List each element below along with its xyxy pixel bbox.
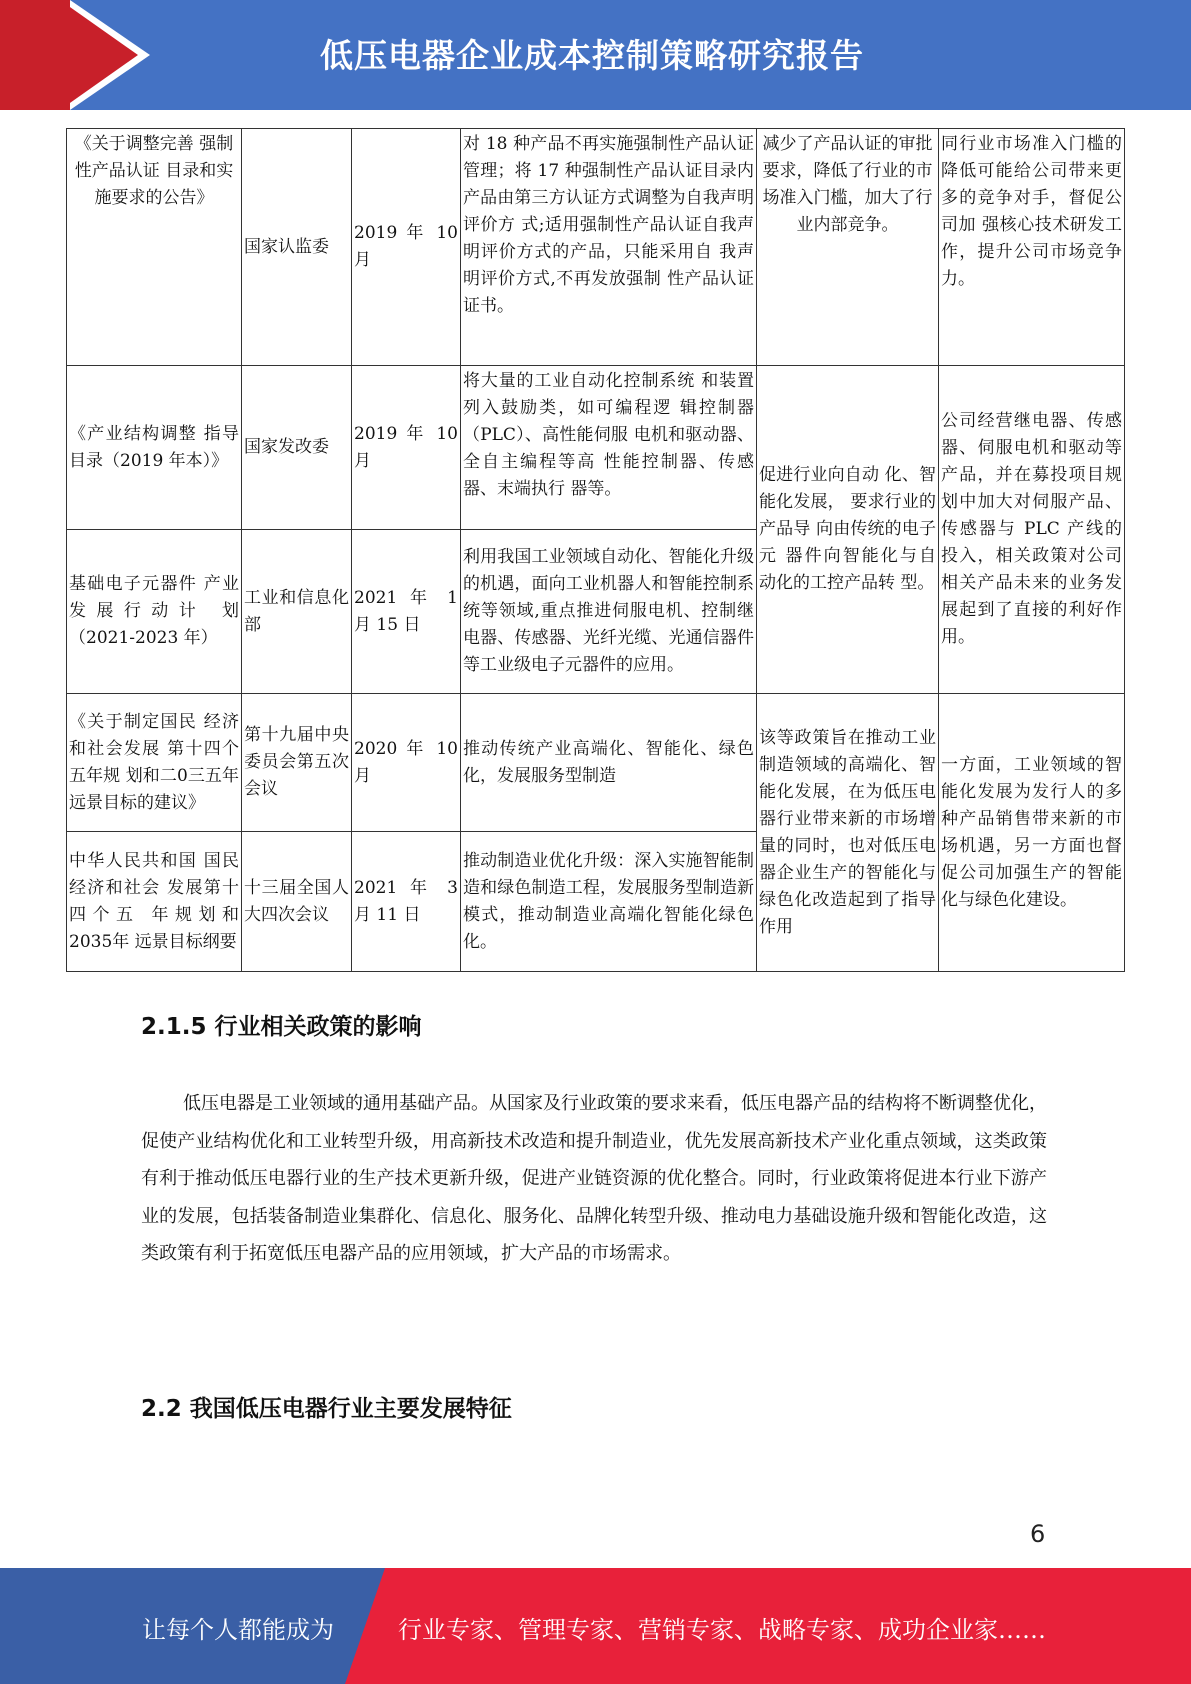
policy-date-cell: 2020 年 10 月 (352, 694, 461, 832)
policy-name-cell: 《关于制定国民 经济和社会发展 第十四个五年规 划和二0三五年 远景目标的建议》 (67, 694, 242, 832)
policy-impact-cell: 促进行业向自动 化、智能化发展， 要求行业的产品导 向由传统的电子元 器件向智能化与自 动化的工控产品转 型。 (757, 366, 939, 694)
footer-slogan-left: 让每个人都能成为 (142, 1616, 334, 1644)
policy-date-cell: 2021 年 3 月 11 日 (352, 832, 461, 972)
report-title: 低压电器企业成本控制策略研究报告 (320, 36, 864, 75)
policy-dept-cell: 工业和信息化部 (242, 530, 352, 694)
policy-name-cell: 《产业结构调整 指导目录（2019 年本）》 (67, 366, 242, 530)
table-row (67, 129, 1125, 366)
section-heading-2-2: 2.2 我国低压电器行业主要发展特征 (141, 1396, 512, 1422)
policy-name-cell: 中华人民共和国 国民经济和社会 发展第十四个五 年规划和 2035年 远景目标纲要 (67, 832, 242, 972)
policy-dept-cell: 第十九届中央委员会第五次会议 (242, 694, 352, 832)
policy-content-cell: 将大量的工业自动化控制系统 和装置列入鼓励类，如可编程逻 辑控制器（PLC）、高性能伺服 电机和驱动器、全自主编程等高 性能控制器、传感器、末端执行 器等。 (461, 366, 757, 530)
policy-content-cell: 推动传统产业高端化、智能化、绿色化，发展服务型制造 (461, 694, 757, 832)
policy-date-cell: 2019 年 10 月 (352, 129, 461, 366)
policy-content-cell: 利用我国工业领域自动化、智能化升级的机遇，面向工业机器人和智能控制系统等领域,重点推进伺服电机、控制继电器、传感器、光纤光缆、光通信器件等工业级电子元器件的应用。 (461, 530, 757, 694)
policy-dept-cell: 国家认监委 (242, 129, 352, 366)
policy-dept-cell: 十三届全国人大四次会议 (242, 832, 352, 972)
policy-dept-cell: 国家发改委 (242, 366, 352, 530)
policy-date-cell: 2021 年 1 月 15 日 (352, 530, 461, 694)
table-row (67, 694, 1125, 832)
policy-date-cell: 2019 年 10 月 (352, 366, 461, 530)
section-heading-2-1-5: 2.1.5 行业相关政策的影响 (141, 1014, 422, 1040)
table-row (67, 366, 1125, 530)
policy-table (66, 128, 1125, 972)
page-number: 6 (1030, 1520, 1046, 1548)
policy-content-cell: 对 18 种产品不再实施强制性产品认证管理；将 17 种强制性产品认证目录内产品由第三方认证方式调整为自我声明评价方 式;适用强制性产品认证自我声 明评价方式的产品，只能采用自 我声明评价方式,不再发放强制 性产品认证证书。 (461, 129, 757, 366)
footer-slogan-right: 行业专家、管理专家、营销专家、战略专家、成功企业家…… (398, 1616, 1046, 1644)
policy-name-cell: 基础电子元器件 产业发展行动计 划（2021-2023 年） (67, 530, 242, 694)
header-red-arrow (60, 0, 138, 110)
company-impact-cell: 一方面，工业领域的智能化发展为发行人的多种产品销售带来新的市场机遇，另一方面也督促公司加强生产的智能化与绿色化建设。 (939, 694, 1125, 972)
company-impact-cell: 公司经营继电器、传感器、伺服电机和驱动等产品，并在募投项目规划中加大对伺服产品、传感器与 PLC 产线的投入，相关政策对公司相关产品未来的业务发展起到了直接的利好作 用。 (939, 366, 1125, 694)
policy-name-cell: 《关于调整完善 强制性产品认证 目录和实施要求的公告》 (67, 129, 242, 366)
policy-impact-cell: 减少了产品认证的审批要求，降低了行业的市场准入门槛，加大了行业内部竞争。 (757, 129, 939, 366)
policy-impact-cell: 该等政策旨在推动工业制造领域的高端化、智能化发展，在为低压电器行业带来新的市场增量的同时，也对低压电器企业生产的智能化与绿色化改造起到了指导作用 (757, 694, 939, 972)
policy-content-cell: 推动制造业优化升级：深入实施智能制造和绿色制造工程，发展服务型制造新模式，推动制造业高端化智能化绿色化。 (461, 832, 757, 972)
page-footer (0, 1568, 1191, 1684)
page-header (0, 0, 1191, 110)
body-paragraph: 低压电器是工业领域的通用基础产品。从国家及行业政策的要求来看，低压电器产品的结构将不断调整优化，促使产业结构优化和工业转型升级，用高新技术改造和提升制造业，优先发展高新技术产业化重点领域，这类政策有利于推动低压电器行业的生产技术更新升级，促进产业链资源的优化整合。同时，行业政策将促进本行业下游产业的发展，包括装备制造业集群化、信息化、服务化、品牌化转型升级、推动电力基础设施升级和智能化改造，这类政策有利于拓宽低压电器产品的应用领域，扩大产品的市场需求。 (141, 1093, 1047, 1264)
company-impact-cell: 同行业市场准入门槛的降低可能给公司带来更多的竞争对手，督促公司加 强核心技术研发工作，提升公司市场竞争力。 (939, 129, 1125, 366)
